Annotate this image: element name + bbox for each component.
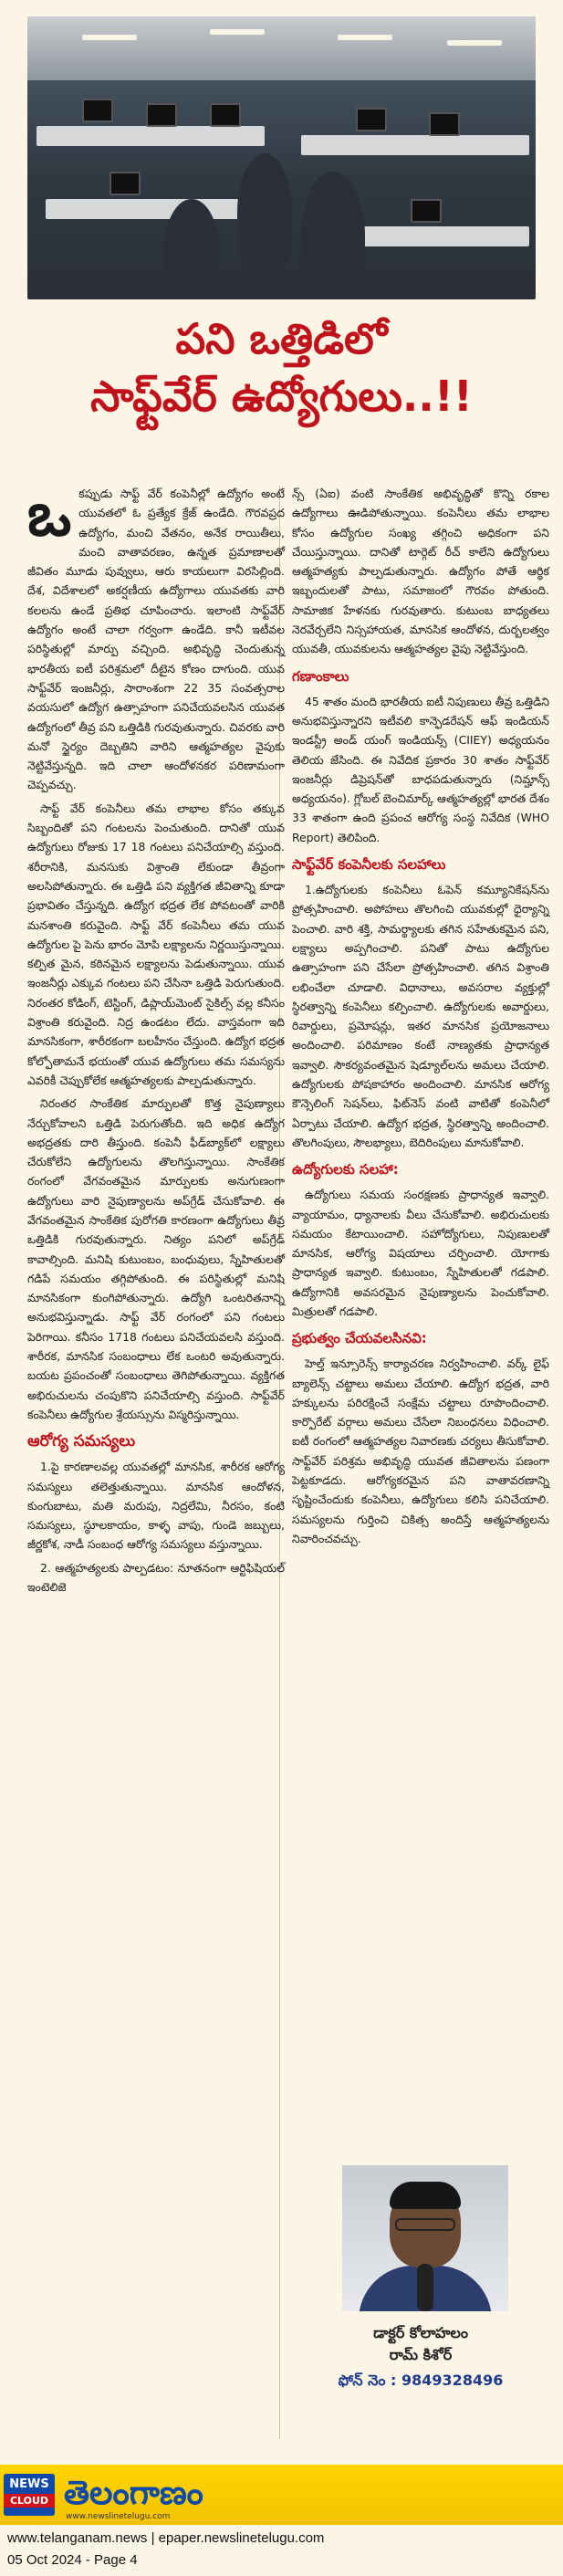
body-paragraph: నిరంతర సాంకేతిక మార్పులతో కొత్త నైపుణ్యాలు నేర్చుకోవాలని ఒత్తిడి పెరుగుతోంది. ఇది అధిక ఉద్యోగ అభద్రతకు దారి తీస్తుంది. కంపెనీ ఫీడ్‌బ్యాక్‌లో లక్ష్యాలు చేరుకోలేని ఉద్యోగులను తొలగిస్తున్నాయి. సాంకేతిక రంగంలో వేగవంతమైన మార్పులకు అనుగుణంగా ఉద్యోగులు వారి నైపుణ్యాలను అప్‌గ్రేడ్ చేసుకోవాలి. ఈ వేగవంతమైన సాంకేతిక పురోగతి కారణంగా ఉద్యోగులు తీవ్ర ఒత్తిడికి గురవుతున్నారు. నిత్యం పనిలో అప్‌గ్రేడ్ కావాల్సింది. మనిషి కుటుంబం, బంధువులు, స్నేహితులతో గడిపే సమయం తగ్గిపోతుంది. ఈ పరిస్థితుల్లో మనిషి మానసికంగా కుంగిపోతున్నారు. ఉద్యోగి ఒంటరితనాన్ని అనుభవిస్తున్నాడు. సాఫ్ట్ వేర్ రంగంలో పని గంటలు పెరిగాయి. కనీసం 1718 గంటలు పనిచేయవలసి వస్తుంది. శారీరక, మానసిక సంబంధాలు లేక ఒంటరి అవుతున్నారు. బయట ప్రపంచంతో సంబంధాలు తెగిపోతున్నాయి. వ్యక్తిగత అభిరుచులను చంపుకొని పనిచేయాల్సి వస్తుంది. సాఫ్ట్‌వేర్ కంపెనీలు ఉద్యోగుల శ్రేయస్సును విస్మరిస్తున్నాయి. bbox=[27, 1096, 285, 1421]
photo-monitor bbox=[411, 199, 442, 223]
company-heading: సాఫ్ట్‌వేర్ కంపెనీలకు సలహాలు bbox=[292, 856, 446, 874]
brand-site: www.newslinetelugu.com bbox=[66, 2512, 171, 2521]
office-photo bbox=[27, 16, 536, 299]
author-photo bbox=[342, 2165, 508, 2311]
photo-monitor bbox=[146, 103, 177, 127]
company-paragraph: 1.ఉద్యోగులకు కంపెనీలు ఓపెన్ కమ్యూనికేషన్‌ను ప్రోత్సహించాలి. అపోహలు తొలగించి యువకుల్లో ధైర్యాన్ని పెంచాలి. వారి శక్తి, సామర్థ్యాలకు తగిన సహేతుకమైన పని, లక్ష్యాలు అప్పగించాలి. పనితో పాటు ఉద్యోగుల ఉత్సాహంగా పని చేసేలా ప్రోత్సహించాలి. తగిన విశ్రాంతి లభించేలా చూడాలి. విధానాలు, అవసరాల వ్యక్తుల్లో స్థిరత్వాన్ని కంపెనీలు కల్పించాలి. ఉద్యోగులకు అవార్డులు, రివార్డులు, ప్రమోషన్లు, ఇతర మానసిక ప్రయోజనాలు అందించాలి. పరిమాణం కంటే నాణ్యతకు ప్రాధాన్యత ఇవ్వాలి. సౌకర్యవంతమైన షెడ్యూల్‌లను అమలు చేయాలి. ఉద్యోగులకు పోషకాహారం అందించాలి. మానసిక ఆరోగ్య కౌన్సెలింగ్ సెషన్‌లు, ఫిట్‌నెస్ వంటి వాటితో కంపెనీలో ఏర్పాటు చేయాలి. ఉద్యోగ భద్రత, స్థిరత్వాన్ని అందించాలి. తొలగింపులు, సౌలభ్యాలు, బెదిరింపులు మానుకోవాలి. bbox=[292, 883, 549, 1149]
brand-name: తెలంగాణం bbox=[64, 2475, 203, 2512]
photo-desk-row bbox=[46, 199, 246, 219]
employee-paragraph: ఉద్యోగులు సమయ సంరక్షణకు ప్రాధాన్యత ఇవ్వాలి. వ్యాయామం, ధ్యానాలకు వీలు చేసుకోవాలి. అభిరుచులకు సమయం కేటాయించాలి. సహోద్యోగులు, నిపుణులతో మానసిక, ఆరోగ్య విషయాలు చర్చించాలి. యోగాకు ప్రాధాన్యత ఇవ్వాలి. కుటుంబం, స్నేహితులతో గడపాలి. ఉద్యోగానికి అవసరమైన నైపుణ్యాలను పెంచుకోవాలి. మిత్రులతో గడపాలి. bbox=[292, 1188, 549, 1318]
headline bbox=[0, 310, 563, 425]
badge-top-text: NEWS bbox=[9, 2477, 49, 2491]
photo-monitor bbox=[429, 112, 460, 136]
page-footer bbox=[0, 2465, 563, 2576]
photo-desk-row bbox=[36, 126, 265, 146]
headline-line1: పని ఒత్తిడిలో bbox=[175, 314, 388, 363]
body-paragraph: సాఫ్ట్ వేర్ కంపెనీలు తమ లాభాల కోసం తక్కువ సిబ్బందితో పని గంటలను పెంచుతుంది. దానితో యువ ఉద్యోగులు రోజుకు 17 18 గంటలు పనిచేయాల్సి వస్తుంది. శరీరానికి, మనసుకు విశ్రాంతి లేకుండా తీవ్రంగా అలసిపోతున్నారు. ఈ ఒత్తిడి పని వ్యక్తిగత జీవితాన్ని కూడా ప్రభావితం చేస్తున్నది. ఉద్యోగ భద్రత లేక పోవటంతో వారికి మనశాంతి కరువైంది. సాఫ్ట్ వేర్ కంపెనీలు తమ యువ ఉద్యోగుల పై పెను భారం మోపి లక్ష్యాలను నిర్ణయిస్తున్నాయి. కల్పిత మైన, కఠినమైన లక్ష్యాలను పెడుతున్నాయి. యువ ఇంజనీర్లు ఎక్కువ గంటలు పని చేసినా ఒత్తిడి పెరుగుతుంది. నిరంతర కోడింగ్, టెస్టింగ్, డిప్లాయ్‌మెంట్ సైకిల్స్ వల్ల కనీసం విశ్రాంతి కరువైంది. నిద్ర ఉండటం లేదు. వాస్తవంగా ఇది మానసికంగా, శారీరకంగా బలహీనం చేస్తుంది. ఉద్యోగ భద్రత కోల్పోతామనే భయంతో యువ ఉద్యోగులు తమ సమస్యను ఎవరికీ చెప్పుకోలేక ఆత్మహత్యలకు పాల్పడుతున్నారు. bbox=[27, 801, 285, 1087]
dropcap-letter: ఒ bbox=[27, 479, 72, 550]
author-name bbox=[292, 2322, 549, 2366]
news-cloud-logo bbox=[4, 2474, 55, 2516]
headline-line2: సాఫ్ట్‌వేర్ ఉద్యోగులు..!! bbox=[90, 372, 473, 421]
badge-bottom-text: CLOUD bbox=[4, 2494, 55, 2508]
photo-light bbox=[447, 40, 502, 46]
photo-person bbox=[164, 199, 219, 299]
govt-heading: ప్రభుత్వం చేయవలసినవి: bbox=[292, 1330, 427, 1347]
photo-light bbox=[338, 35, 392, 40]
photo-desk-row bbox=[301, 135, 529, 155]
left-column bbox=[27, 479, 285, 1600]
author-hair bbox=[390, 2182, 461, 2209]
health-paragraph: 2. ఆత్మహత్యలకు పాల్పడటం: నూతనంగా ఆర్టిఫిషియల్ ఇంటెలిజె bbox=[27, 1560, 285, 1595]
photo-ceiling bbox=[27, 16, 536, 80]
employee-heading: ఉద్యోగులకు సలహా: bbox=[292, 1161, 399, 1178]
health-paragraph: 1.పై కారణాలవల్ల యువతల్లో మానసిక, శారీరక ఆరోగ్య సమస్యలు తలెత్తుతున్నాయి. మానసిక ఆందోళన, కుంగుబాటు, మతి మరుపు, నిద్రలేమి, నీరసం, కంటి సమస్యలు, స్థూలకాయం, కాళ్ళ వాపు, గుండె జబ్బులు, జీర్ణకోశ, నాడీ సంబంధ ఆరోగ్య సమస్యలు వస్తున్నాయి. bbox=[27, 1460, 285, 1552]
footer-date-line: 05 Oct 2024 - Page 4 bbox=[7, 2552, 138, 2568]
photo-monitor bbox=[210, 103, 241, 127]
photo-monitor bbox=[356, 108, 387, 131]
author-name-line2: రామ్ కిశోర్ bbox=[389, 2346, 453, 2363]
footer-url-line[interactable]: www.telanganam.news | epaper.newslinetelugu.com bbox=[7, 2530, 325, 2546]
right-column bbox=[292, 484, 549, 1552]
photo-person bbox=[301, 172, 365, 299]
body-paragraph: న్స్ (ఏఐ) వంటి సాంకేతిక అభివృద్ధితో కొన్ని రకాల ఉద్యోగాలు ఊడిపోతున్నాయి. కంపెనీలు తమ లాభాల కోసం ఉద్యోగుల సంఖ్య తగ్గించి అధికంగా పని చేయిస్తున్నాయి. దానితో టార్గెట్ రీచ్ కాలేని ఉద్యోగులు ఆత్మహత్యకు పాల్పడుతున్నారు. ఉద్యోగం పోతే ఆర్థిక ఇబ్బందులతో పాటు, సమాజంలో గౌరవం పోతుంది. సామాజిక హేళనకు గురవుతారు. కుటుంబ బాధ్యతలు నెరవేర్చలేని నిస్సహాయత, మానసిక ఆందోళన, దుర్బలత్వం యువతీ, యువకులను ఆత్మహత్యల వైపు నెట్టివేస్తుంది. bbox=[292, 487, 549, 656]
photo-light bbox=[82, 35, 137, 40]
stats-paragraph: 45 శాతం మంది భారతీయ ఐటీ నిపుణులు తీవ్ర ఒత్తిడిని అనుభవిస్తున్నారని ఇటీవలి కాన్ఫెడరేషన్ ఆఫ్ ఇండియన్ ఇండస్ట్రీ అండ్ యంగ్ ఇండియన్స్ (CIIEY) అధ్యయనం తెలియ జేసింది. ఈ నివేదిక ప్రకారం 30 శాతం సాఫ్ట్‌వేర్ ఇంజనీర్లు డిప్రెషన్‌తో బాధపడుతున్నారు (నిమ్హాన్స్ అధ్యయనం). గ్లోబల్ బెంచిమార్క్ ఆత్మహత్యల్లో భారత దేశం 33 శాతంగా ఉంది ప్రపంచ ఆరోగ్య సంస్థ నివేదిక (WHO Report) తెలిపింది. bbox=[292, 694, 549, 844]
body-paragraph: కప్పుడు సాఫ్ట్ వేర్ కంపెనీల్లో ఉద్యోగం అంటే యువతలో ఓ ప్రత్యేక క్రేజ్ ఉండేది. గౌరవప్రద ఉద్యోగం, మంచి వేతనం, అనేక రాయితీలు, మంచి వాతావరణం, ఉన్నత ప్రమాణాలతో జీవితం మూడు పువ్వులు, ఆరు కాయలుగా విరసిల్లింది. దేశ, విదేశాలలో అకర్షణీయ ఉద్యోగాలు యువతకు వారి కలలను ఉండే ప్రతిభ చూపించారు. ఇలాంటి సాఫ్ట్‌వేర్ ఉద్యోగం అంటే చాలా గర్వంగా ఉండేది. కానీ ఇటీవల పరిస్థితుల్లో మార్పు వచ్చింది. అభివృద్ధి చెందుతున్న భారతీయ ఐటీ పరిశ్రమలో దీటైన కోణం దాగుంది. యువ సాఫ్ట్‌వేర్ ఇంజనీర్లు, సారాంశంగా 22 35 సంవత్సరాల వయసులో ఉద్యోగ ఉత్సాహంగా పనిచేయవలసిన యువత ఉద్యోగంలో తీవ్ర పని ఒత్తిడికి గురవుతున్నారు. చివరకు వారి మనో స్థైర్యం దెబ్బతిని వారిని ఆత్మహత్యల వైపుకు నెట్టివేస్తున్నది. ఇది చాలా ఆందోళనకర పరిణామంగా చెప్పవచ్చు. bbox=[27, 487, 285, 792]
photo-person bbox=[237, 153, 292, 272]
microphone-icon bbox=[417, 2264, 433, 2311]
health-heading: ఆరోగ్య సమస్యలు bbox=[27, 1432, 136, 1451]
stats-heading: గణాంకాలు bbox=[292, 667, 349, 685]
author-name-line1: డాక్టర్ కోలాహలం bbox=[373, 2324, 468, 2341]
author-glasses bbox=[395, 2218, 455, 2231]
photo-light bbox=[210, 29, 265, 35]
brand-bar bbox=[0, 2465, 563, 2525]
photo-monitor bbox=[109, 172, 141, 195]
author-phone: ఫోన్ నెం : 9849328496 bbox=[338, 2372, 504, 2389]
photo-monitor bbox=[82, 99, 113, 122]
govt-paragraph: హెల్త్ ఇన్సూరెన్స్ కార్యాచరణ నిర్వహించాలి. వర్క్ లైఫ్ బ్యాలెన్స్ చట్టాలు అమలు చేయాలి. ఉద్యోగ భద్రత, వారి హక్కులను పరిరక్షించే సంక్షేమ చట్టాలు రూపొందించాలి. కార్పొరేట్ వర్గాలు అమలు చేసేలా నిబంధనలు విధించాలి. ఐటీ రంగంలో ఆత్మహత్యల నివారణకు చర్యలు తీసుకోవాలి. సాఫ్ట్‌వేర్ పరిశ్రమ అభివృద్ధి యువత జీవితాలను పణంగా పెట్టకూడదు. ఆరోగ్యకరమైన పని వాతావరణాన్ని సృష్టించేందుకు కంపెనీలు, ఉద్యోగులు కలిసి పనిచేయాలి. సమస్యలను గుర్తించి చికిత్స అందిస్తే ఆత్మహత్యలను నివారించవచ్చు. bbox=[292, 1356, 549, 1545]
